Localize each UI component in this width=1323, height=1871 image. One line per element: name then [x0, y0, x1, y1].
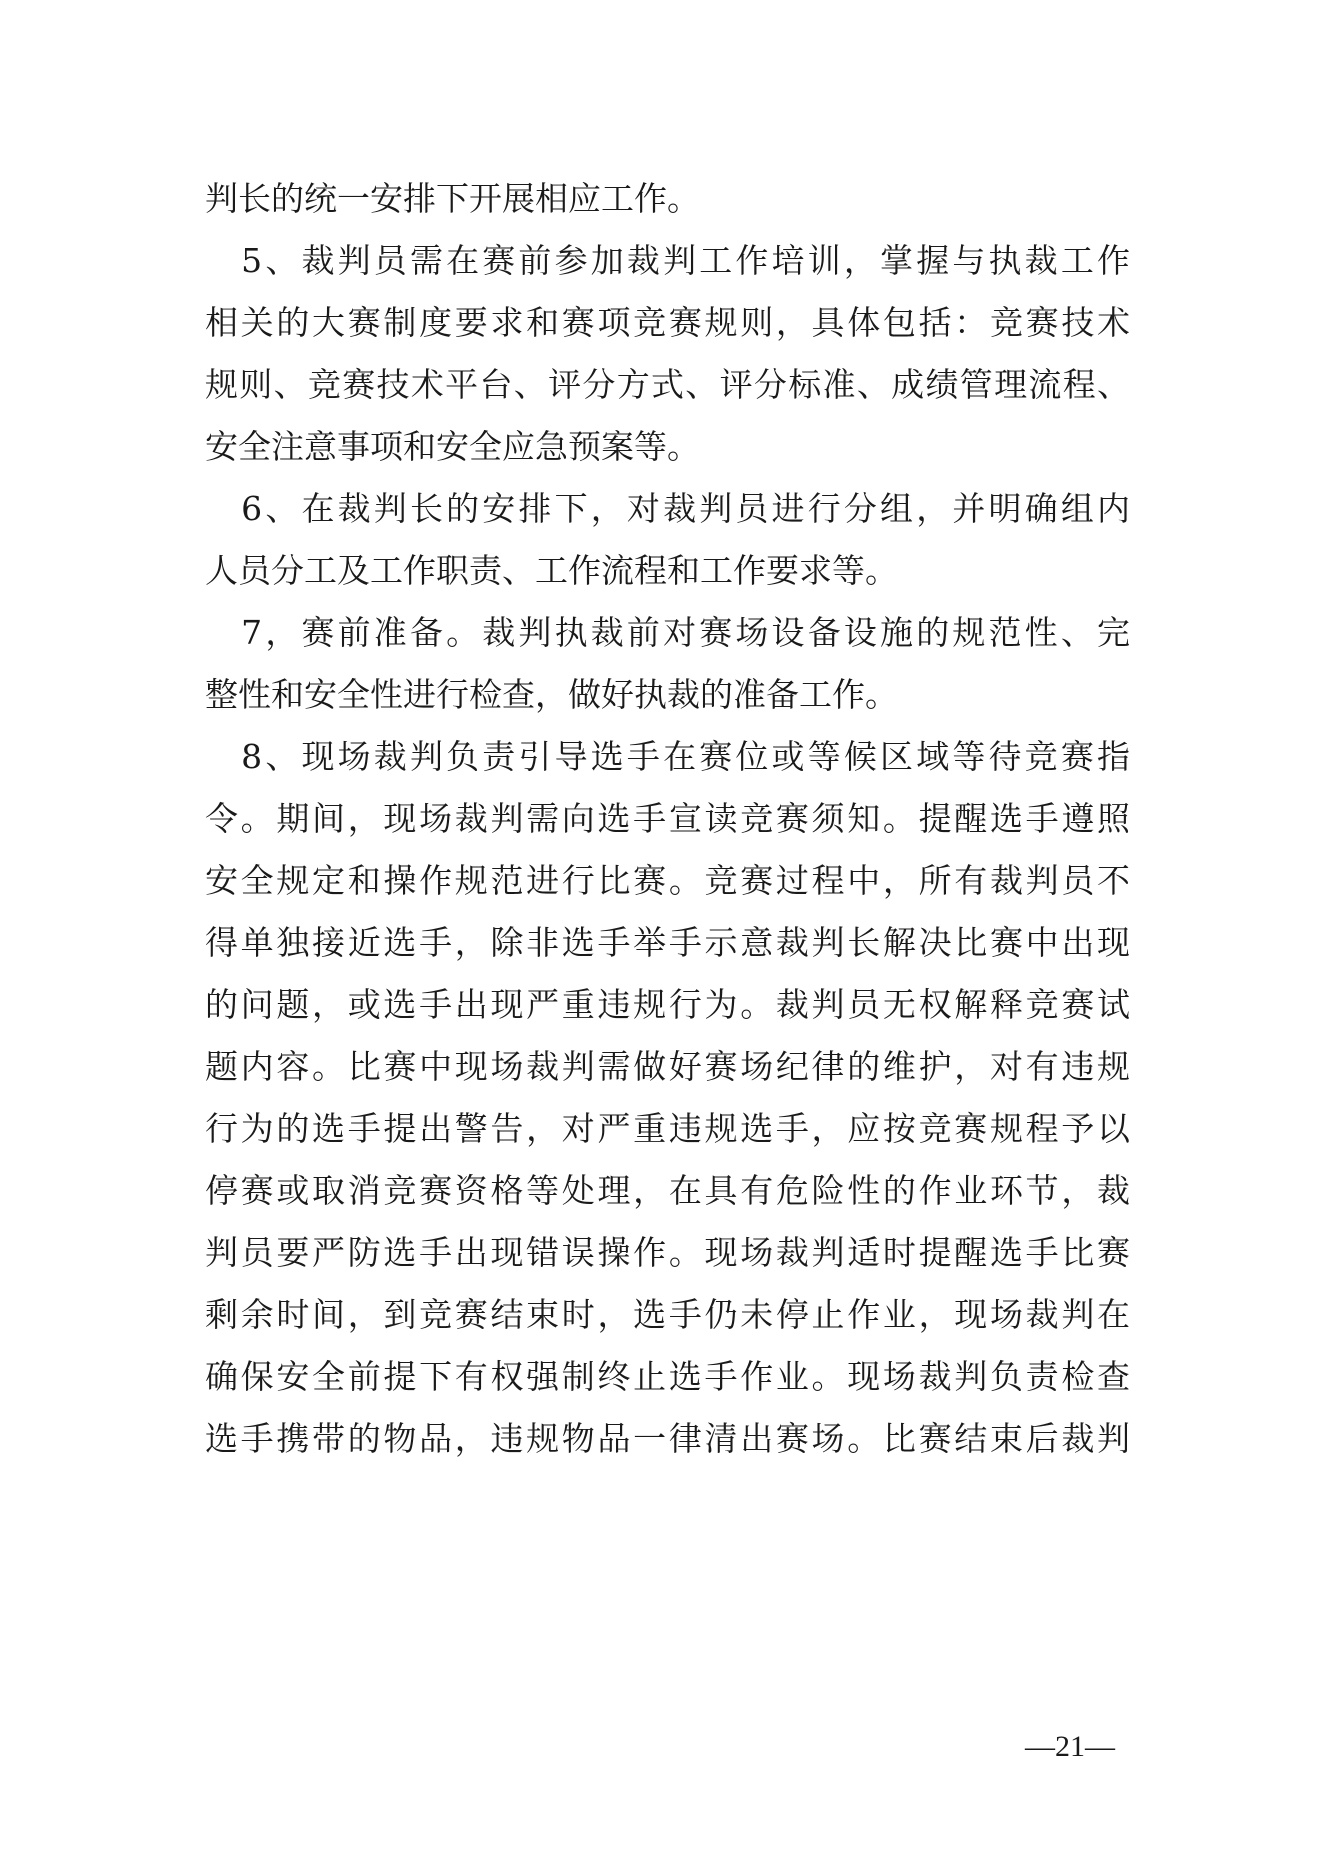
text-line: 5、裁判员需在赛前参加裁判工作培训，掌握与执裁工作 [205, 241, 1130, 280]
text-line: 的问题，或选手出现严重违规行为。裁判员无权解释竞赛试 [205, 985, 1130, 1024]
text-line: 人员分工及工作职责、工作流程和工作要求等。 [205, 551, 898, 590]
text-line: 8、现场裁判负责引导选手在赛位或等候区域等待竞赛指 [205, 737, 1130, 776]
text-line: 剩余时间，到竞赛结束时，选手仍未停止作业，现场裁判在 [205, 1295, 1130, 1334]
text-line: 判员要严防选手出现错误操作。现场裁判适时提醒选手比赛 [205, 1233, 1130, 1272]
text-line: 令。期间，现场裁判需向选手宣读竞赛须知。提醒选手遵照 [205, 799, 1130, 838]
text-line: 选手携带的物品，违规物品一律清出赛场。比赛结束后裁判 [205, 1419, 1130, 1458]
text-line: 6、在裁判长的安排下，对裁判员进行分组，并明确组内 [205, 489, 1130, 528]
text-line: 7，赛前准备。裁判执裁前对赛场设备设施的规范性、完 [205, 613, 1130, 652]
text-line: 题内容。比赛中现场裁判需做好赛场纪律的维护，对有违规 [205, 1047, 1130, 1086]
body-text [205, 168, 1130, 1470]
text-line: 整性和安全性进行检查，做好执裁的准备工作。 [205, 675, 898, 714]
text-line: 行为的选手提出警告，对严重违规选手，应按竞赛规程予以 [205, 1109, 1130, 1148]
text-line: 确保安全前提下有权强制终止选手作业。现场裁判负责检查 [205, 1357, 1130, 1396]
text-line: 得单独接近选手，除非选手举手示意裁判长解决比赛中出现 [205, 923, 1130, 962]
text-line: 规则、竞赛技术平台、评分方式、评分标准、成绩管理流程、 [205, 365, 1130, 404]
page-number: —21— [1025, 1730, 1115, 1763]
text-line: 判长的统一安排下开展相应工作。 [205, 179, 700, 218]
text-line: 相关的大赛制度要求和赛项竞赛规则，具体包括：竞赛技术 [205, 303, 1130, 342]
text-line: 停赛或取消竞赛资格等处理，在具有危险性的作业环节，裁 [205, 1171, 1130, 1210]
text-line: 安全规定和操作规范进行比赛。竞赛过程中，所有裁判员不 [205, 861, 1130, 900]
text-line: 安全注意事项和安全应急预案等。 [205, 427, 700, 466]
